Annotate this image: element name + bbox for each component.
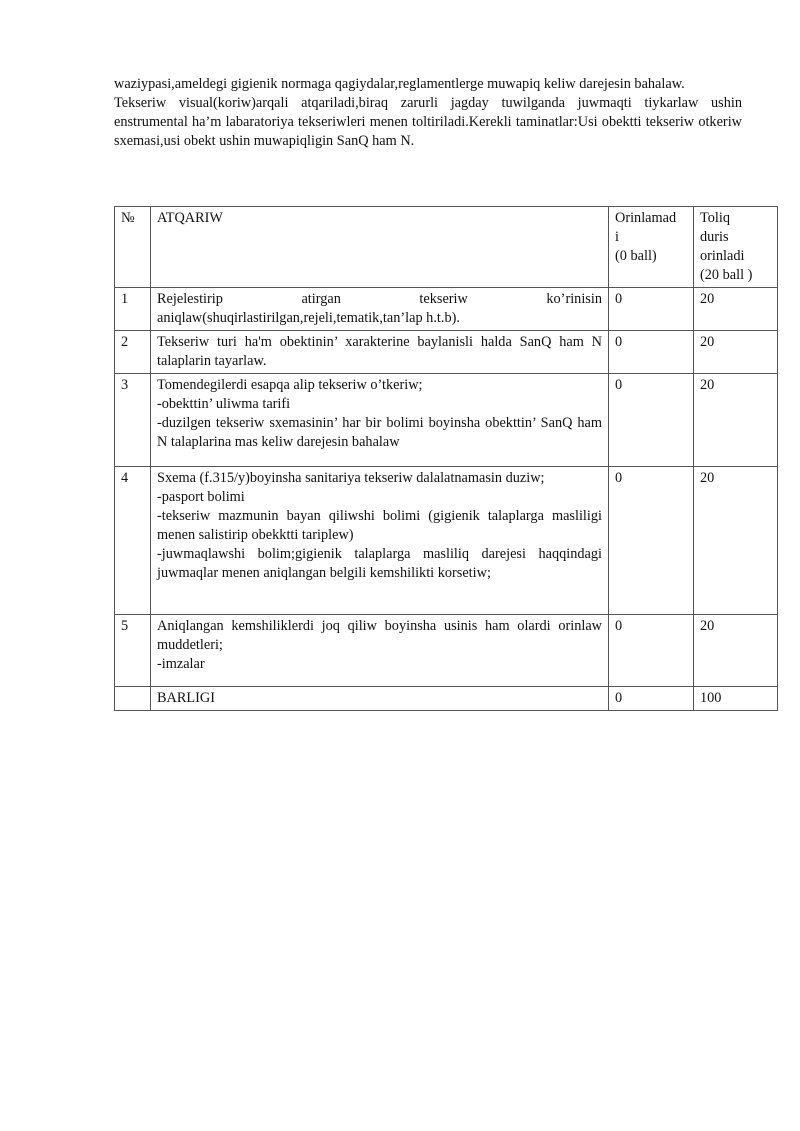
row-full-score: 20 — [694, 374, 778, 467]
row-full-score: 20 — [694, 331, 778, 374]
table-row — [115, 615, 778, 687]
row-full-score: 20 — [694, 615, 778, 687]
row-action-line: -juwmaqlawshi bolim;gigienik talaplarga masliliq darejesi haqqindagi juwmaqlar menen aniqlangan belgili kemshilikti korsetiw; — [157, 546, 602, 581]
row-not-done-score: 0 — [609, 615, 694, 687]
table-row — [115, 467, 778, 615]
header-not-done — [609, 207, 694, 288]
row-action-line: Tomendegilerdi esapqa alip tekseriw o’tkeriw; — [157, 377, 423, 393]
row-action — [151, 615, 609, 687]
row-action — [151, 374, 609, 467]
row-full-score: 20 — [694, 288, 778, 331]
row-not-done-score: 0 — [609, 331, 694, 374]
total-not-done-score: 0 — [609, 687, 694, 711]
total-full-score: 100 — [694, 687, 778, 711]
row-action — [151, 288, 609, 331]
intro-paragraph-2: Tekseriw visual(koriw)arqali atqariladi,biraq zarurli jagday tuwilganda juwmaqti tiykarlaw ushin enstrumental ha’m labaratoriya tekseriwleri menen toltiriladi.Kerekli taminatlar:Usi obektti tekseriw otkeriw sxemasi,usi obekt ushin muwapiqligin SanQ ham N. — [114, 95, 742, 149]
table-header-row — [115, 207, 778, 288]
row-action-line: -pasport bolimi — [157, 489, 245, 505]
row-full-score: 20 — [694, 467, 778, 615]
row-action — [151, 331, 609, 374]
row-action-line: Tekseriw turi ha'm obektinin’ xarakterine baylanisli halda SanQ ham N talaplarin tayarlaw. — [157, 334, 602, 369]
header-number: № — [115, 207, 151, 288]
row-action-line: Aniqlangan kemshiliklerdi joq qiliw boyinsha usinis ham olardi orinlaw muddetleri; — [157, 618, 602, 653]
total-number-cell — [115, 687, 151, 711]
row-not-done-score: 0 — [609, 288, 694, 331]
header-not-done-line-3: (0 ball) — [615, 248, 657, 264]
row-not-done-score: 0 — [609, 467, 694, 615]
row-action-line: -imzalar — [157, 656, 205, 672]
evaluation-table — [114, 206, 778, 711]
table-row — [115, 331, 778, 374]
row-number: 2 — [115, 331, 151, 374]
header-not-done-line-2: i — [615, 229, 619, 245]
intro-paragraph-1: waziypasi,ameldegi gigienik normaga qagiydalar,reglamentlerge muwapiq keliw darejesin bahalaw. — [114, 76, 685, 92]
header-full-line-3: orinladi — [700, 248, 745, 264]
row-action-line: -duzilgen tekseriw sxemasinin’ har bir bolimi boyinsha obekttin’ SanQ ham N talaplarina mas keliw darejesin bahalaw — [157, 415, 602, 450]
header-action: ATQARIW — [151, 207, 609, 288]
header-full-line-4: (20 ball ) — [700, 267, 753, 283]
header-not-done-line-1: Orinlamad — [615, 210, 677, 226]
table-total-row — [115, 687, 778, 711]
row-action-line: Rejelestirip atirgan tekseriw ko’rinisin aniqlaw(shuqirlastirilgan,rejeli,tematik,tan’lap h.t.b). — [157, 291, 602, 326]
row-action — [151, 467, 609, 615]
row-number: 4 — [115, 467, 151, 615]
row-action-line: -tekseriw mazmunin bayan qiliwshi bolimi (gigienik talaplarga masliligi menen salistirip obekktti tariplew) — [157, 508, 602, 543]
table-row — [115, 374, 778, 467]
row-not-done-score: 0 — [609, 374, 694, 467]
row-action-line: -obekttin’ uliwma tarifi — [157, 396, 291, 412]
table-row — [115, 288, 778, 331]
row-number: 5 — [115, 615, 151, 687]
row-number: 1 — [115, 288, 151, 331]
intro-text — [114, 75, 742, 151]
header-full — [694, 207, 778, 288]
row-number: 3 — [115, 374, 151, 467]
header-full-line-2: duris — [700, 229, 729, 245]
header-full-line-1: Toliq — [700, 210, 730, 226]
total-label: BARLIGI — [151, 687, 609, 711]
row-action-line: Sxema (f.315/y)boyinsha sanitariya tekseriw dalalatnamasin duziw; — [157, 470, 545, 486]
